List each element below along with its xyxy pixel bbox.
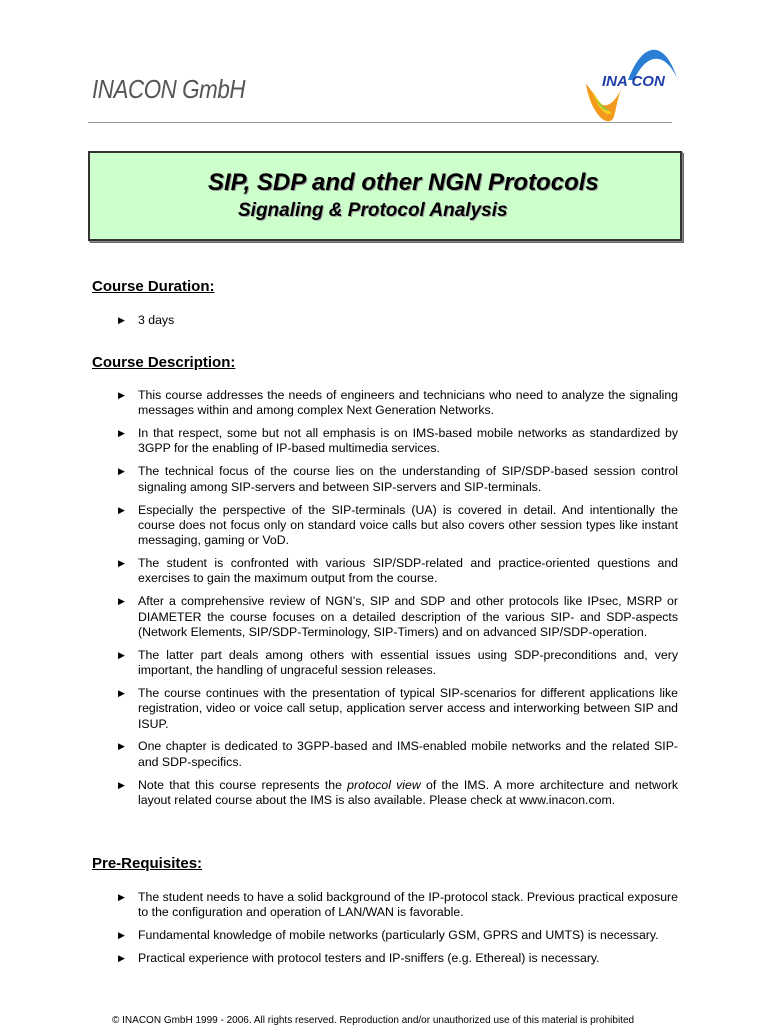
list-item-text: Practical experience with protocol testers and IP-sniffers (e.g. Ethereal) is necessary. <box>138 951 600 966</box>
list-item-text: The technical focus of the course lies on the understanding of SIP/SDP-based session control signaling among SIP-servers and between SIP-servers and SIP-terminals. <box>138 464 678 494</box>
arrow-right-icon: ▶ <box>118 741 125 752</box>
list-item <box>118 388 678 419</box>
list-item <box>118 951 678 966</box>
arrow-right-icon: ▶ <box>118 930 125 941</box>
arrow-right-icon: ▶ <box>118 687 125 698</box>
list-item-text: 3 days <box>138 313 175 327</box>
section-heading-duration: Course Duration: <box>92 278 215 295</box>
copyright-footer: © INACON GmbH 1999 - 2006. All rights reserved. Reproduction and/or unauthorized use of this material is prohibited <box>112 1015 635 1026</box>
list-item-text: The student needs to have a solid background of the IP-protocol stack. Previous practical exposure to the configuration and operation of LAN/WAN is favorable. <box>138 890 678 920</box>
arrow-right-icon: ▶ <box>118 953 125 964</box>
company-name: INACON GmbH <box>92 74 246 104</box>
arrow-right-icon: ▶ <box>118 779 125 790</box>
list-item <box>118 928 678 943</box>
arrow-right-icon: ▶ <box>118 649 125 660</box>
emphasis-protocol-view: protocol view <box>347 777 421 792</box>
list-item-text: The course continues with the presentation of typical SIP-scenarios for different applications like registration, video or voice call setup, application server access and interworking between SIP and ISUP. <box>138 685 678 731</box>
list-item-text: The latter part deals among others with essential issues using SDP-preconditions and, very important, the handling of ungraceful session releases. <box>138 647 678 678</box>
course-subtitle: Signaling & Protocol Analysis <box>238 200 508 221</box>
arrow-right-icon: ▶ <box>118 466 125 477</box>
description-list <box>118 388 678 816</box>
arrow-right-icon: ▶ <box>118 315 125 325</box>
list-item-text: In that respect, some but not all emphasis is on IMS-based mobile networks as standardized by 3GPP for the enabling of IP-based multimedia services. <box>138 426 678 456</box>
header-divider <box>88 122 672 123</box>
list-item-text: After a comprehensive review of NGN’s, SIP and SDP and other protocols like IPsec, MSRP or DIAMETER the course focuses on a detailed description of the various SIP- and SDP-aspects (Network Elements, SIP/SDP-Terminology, SIP-Timers) and on advanced SIP/SDP-operation. <box>138 594 678 639</box>
list-item <box>118 426 678 457</box>
section-heading-description: Course Description: <box>92 354 236 371</box>
list-item <box>118 464 678 495</box>
list-item-text: This course addresses the needs of engineers and technicians who need to analyze the signaling messages within and among complex Next Generation Networks. <box>138 388 678 418</box>
list-item <box>118 556 678 587</box>
list-item-text: Especially the perspective of the SIP-terminals (UA) is covered in detail. And intentionally the course does not focus only on standard voice calls but also covers other session types like instant messaging, gaming or VoD. <box>138 502 678 548</box>
arrow-right-icon: ▶ <box>118 390 125 400</box>
arrow-right-icon: ▶ <box>118 596 125 607</box>
arrow-right-icon: ▶ <box>118 892 125 902</box>
inacon-logo <box>582 40 680 124</box>
list-item <box>118 778 678 809</box>
list-item <box>118 739 678 770</box>
list-item <box>118 648 678 679</box>
list-item-text-before: Note that this course represents the <box>138 777 348 792</box>
arrow-right-icon: ▶ <box>118 504 125 515</box>
duration-list <box>118 313 678 336</box>
section-heading-prerequisites: Pre-Requisites: <box>92 855 203 872</box>
prerequisites-list <box>118 890 678 974</box>
list-item <box>118 686 678 732</box>
list-item <box>118 313 678 328</box>
course-title-box <box>88 151 682 241</box>
list-item <box>118 594 678 640</box>
list-item-text: One chapter is dedicated to 3GPP-based and IMS-enabled mobile networks and the related SIP- and SDP-specifics. <box>138 739 678 769</box>
list-item <box>118 890 678 921</box>
logo-text: INA CON <box>602 73 665 90</box>
course-title: SIP, SDP and other NGN Protocols <box>208 169 599 196</box>
list-item-text: The student is confronted with various SIP/SDP-related and practice-oriented questions and exercises to gain the maximum output from the course. <box>138 556 678 586</box>
list-item-text: Fundamental knowledge of mobile networks (particularly GSM, GPRS and UMTS) is necessary. <box>138 928 659 943</box>
arrow-right-icon: ▶ <box>118 558 125 569</box>
arrow-right-icon: ▶ <box>118 428 125 439</box>
list-item-text-after: of the IMS. A more architecture and network layout related course about the IMS is also available. Please check at www.inacon.com. <box>138 777 678 807</box>
list-item <box>118 503 678 549</box>
